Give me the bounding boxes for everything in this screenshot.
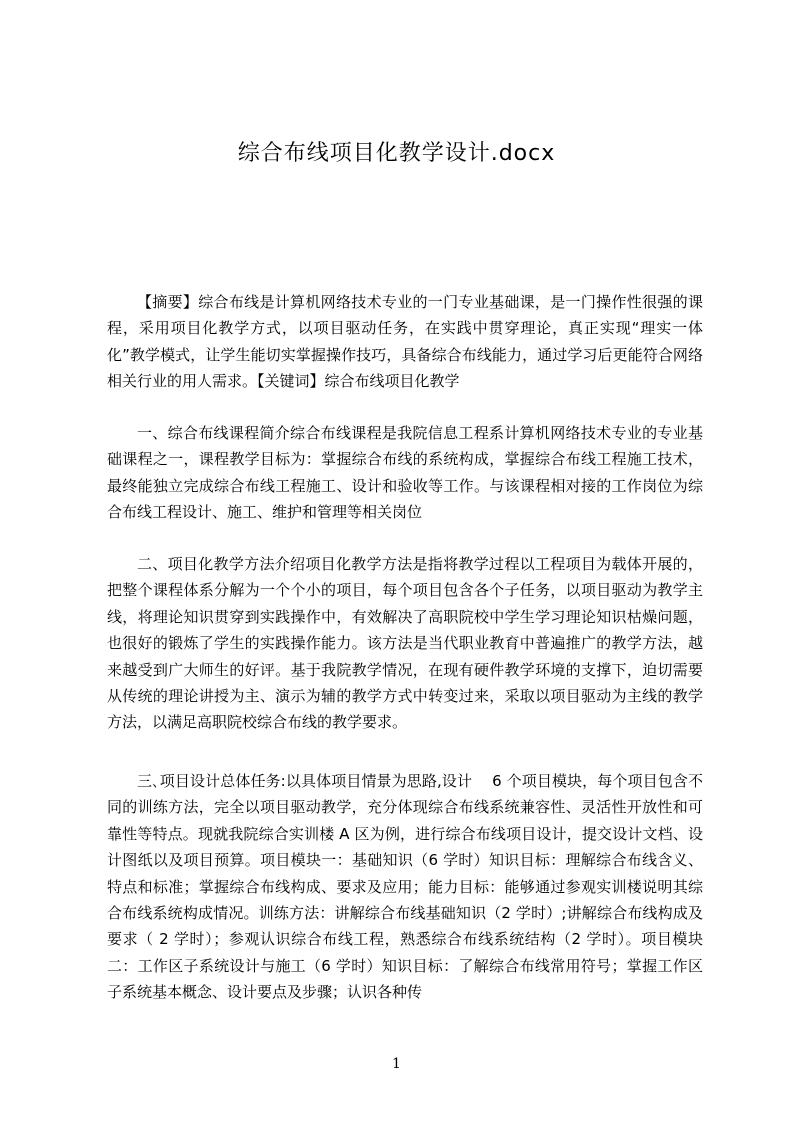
section-3-paragraph: 三､项目设计总体任务:以具体项目情景为思路,设计 6 个项目模块，每个项目包含不同的训练方法，完全以项目驱动教学，充分体现综合布线系统兼容性、灵活性开放性和可靠性等特点。现就我院综合实训楼 A 区为例，进行综合布线项目设计，提交设计文档、设计图纸以及项目预算。项目模块一：基础知识（6 学时）知识目标：理解综合布线含义、特点和标准；掌握综合布线构成、要求及应用；能力目标：能够通过参观实训楼说明其综合布线系统构成情况。训练方法：讲解综合布线基础知识（2 学时）;讲解综合布线构成及要求（ 2 学时）；参观认识综合布线工程，熟悉综合布线系统结构（2 学时）。项目模块二：工作区子系统设计与施工（6 学时）知识目标：了解综合布线常用符号；掌握工作区子系统基本概念、设计要点及步骤；认识各种传: [107, 772, 703, 1002]
document-title: 综合布线项目化教学设计.docx: [237, 141, 556, 166]
page-number: 1: [392, 1056, 401, 1072]
abstract-paragraph: 【摘要】综合布线是计算机网络技术专业的一门专业基础课，是一门操作性很强的课程，采用项目化教学方式，以项目驱动任务，在实践中贯穿理论，真正实现“理实一体化”教学模式，让学生能切实掌握操作技巧，具备综合布线能力，通过学习后更能符合网络相关行业的用人需求。【关键词】综合布线项目化教学: [107, 293, 703, 391]
section-2-paragraph: 二、项目化教学方法介绍项目化教学方法是指将教学过程以工程项目为载体开展的，把整个课程体系分解为一个个小的项目，每个项目包含各个子任务，以项目驱动为教学主线，将理论知识贯穿到实践操作中，有效解决了高职院校中学生学习理论知识枯燥问题，也很好的锻炼了学生的实践操作能力。该方法是当代职业教育中普遍推广的教学方法，越来越受到广大师生的好评。基于我院教学情况，在现有硬件教学环境的支撑下，迫切需要从传统的理论讲授为主、演示为辅的教学方式中转变过来，采取以项目驱动为主线的教学方法，以满足高职院校综合布线的教学要求。: [107, 555, 703, 732]
section-1-paragraph: 一、综合布线课程简介综合布线课程是我院信息工程系计算机网络技术专业的专业基础课程之一，课程教学目标为：掌握综合布线的系统构成，掌握综合布线工程施工技术，最终能独立完成综合布线工程施工、设计和验收等工作。与该课程相对接的工作岗位为综合布线工程设计、施工、维护和管理等相关岗位: [107, 424, 703, 522]
